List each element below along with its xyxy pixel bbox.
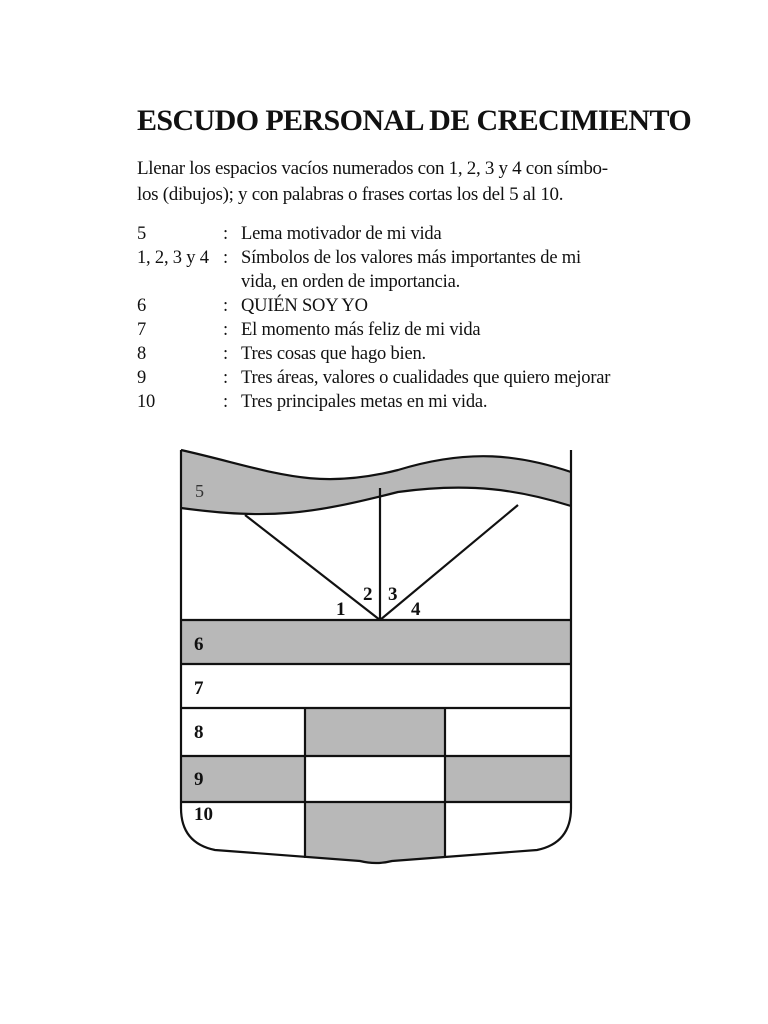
legend-separator: :	[223, 296, 228, 316]
legend-separator: :	[223, 320, 228, 340]
legend-separator: :	[223, 368, 228, 388]
legend-number: 1, 2, 3 y 4	[137, 248, 209, 268]
label-3: 3	[388, 584, 398, 605]
legend-number: 10	[137, 392, 156, 412]
legend-number: 6	[137, 296, 147, 316]
legend-description: QUIÉN SOY YO	[241, 296, 368, 316]
cell-10-center	[305, 802, 445, 872]
cell-9-right	[445, 756, 571, 802]
cell-8-center	[305, 708, 445, 756]
label-7: 7	[194, 678, 204, 699]
legend-number: 7	[137, 320, 147, 340]
label-10: 10	[194, 804, 213, 825]
instructions-line: Llenar los espacios vacíos numerados con 1, 2, 3 y 4 con símbo-	[137, 158, 608, 179]
legend-separator: :	[223, 224, 228, 244]
label-8: 8	[194, 722, 204, 743]
instructions-line: los (dibujos); y con palabras o frases cortas los del 5 al 10.	[137, 184, 564, 205]
label-6: 6	[194, 634, 204, 655]
legend-description: El momento más feliz de mi vida	[241, 320, 481, 340]
legend-description: Lema motivador de mi vida	[241, 224, 442, 244]
band-6	[181, 620, 571, 664]
label-1: 1	[336, 599, 346, 620]
label-9: 9	[194, 769, 204, 790]
label-4: 4	[411, 599, 421, 620]
legend-separator: :	[223, 248, 228, 268]
legend-description-line: Símbolos de los valores más importantes de mi	[241, 248, 581, 268]
legend-number: 5	[137, 224, 147, 244]
legend-separator: :	[223, 344, 228, 364]
legend-number: 9	[137, 368, 147, 388]
legend-description: Tres cosas que hago bien.	[241, 344, 426, 364]
legend-separator: :	[223, 392, 228, 412]
legend-description: Tres áreas, valores o cualidades que quiero mejorar	[241, 368, 611, 388]
label-2: 2	[363, 584, 373, 605]
legend-number: 8	[137, 344, 147, 364]
legend-description-line: vida, en orden de importancia.	[241, 272, 460, 292]
legend-description: Tres principales metas en mi vida.	[241, 392, 488, 412]
page-title: ESCUDO PERSONAL DE CRECIMIENTO	[137, 104, 692, 137]
label-5: 5	[195, 481, 204, 501]
